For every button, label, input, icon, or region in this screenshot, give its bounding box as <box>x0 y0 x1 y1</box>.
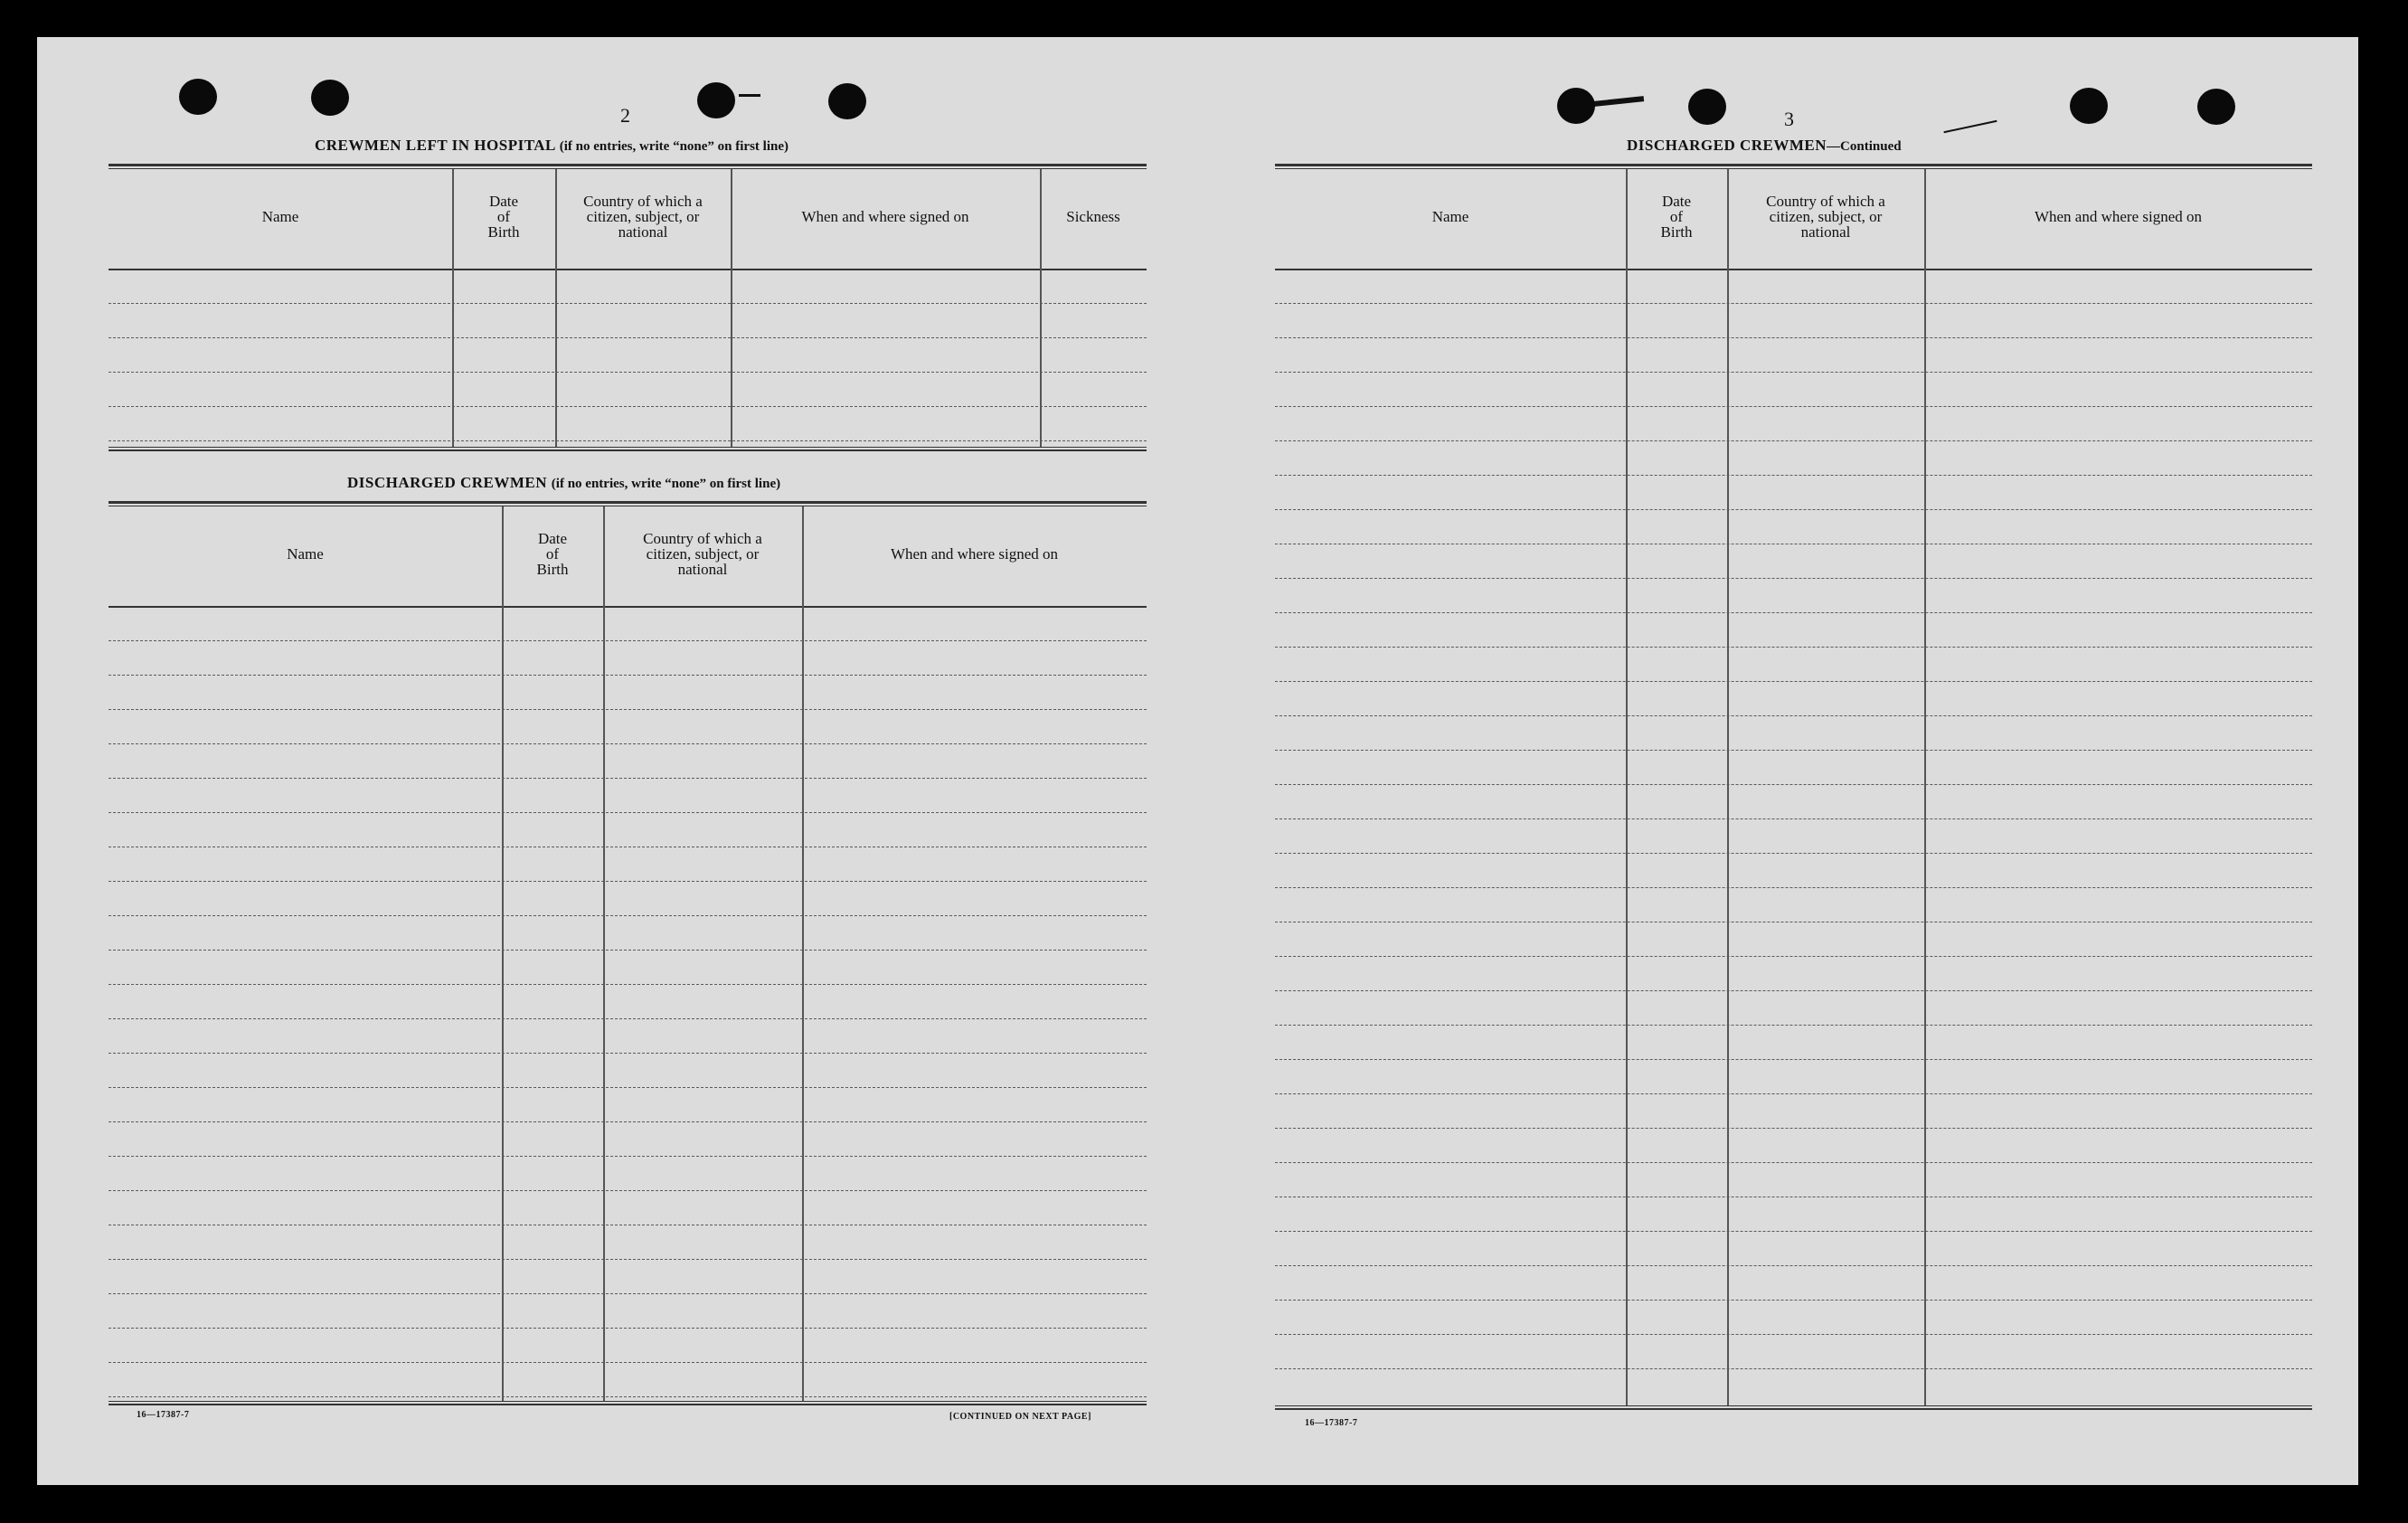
punch-hole-icon <box>2197 89 2235 125</box>
ink-mark <box>1943 120 1997 133</box>
column-header: Name <box>261 207 299 225</box>
table-row <box>109 950 1147 951</box>
table-row <box>109 709 1147 710</box>
table-row <box>1275 612 2312 613</box>
table-bottom-rule <box>109 447 1147 448</box>
table-row <box>1275 715 2312 716</box>
table-row <box>109 675 1147 676</box>
header-rule <box>109 606 1147 608</box>
table-bottom-rule <box>1275 1405 2312 1406</box>
table-row <box>109 372 1147 373</box>
punch-hole-icon <box>2070 88 2108 124</box>
punch-hole-icon <box>311 80 349 116</box>
table-row <box>109 337 1147 338</box>
table-row <box>109 1328 1147 1329</box>
table-row <box>1275 853 2312 854</box>
table-row <box>1275 1368 2312 1369</box>
table-row <box>1275 1059 2312 1060</box>
discharged-continued-table <box>1275 164 2312 1410</box>
discharged-title-text: DISCHARGED CREWMEN <box>347 474 548 491</box>
column-divider <box>1626 169 1628 1405</box>
form-sheet <box>37 37 2358 1485</box>
column-header: Country of which a citizen, subject, or national <box>1766 192 1885 241</box>
table-row <box>109 881 1147 882</box>
table-row <box>1275 372 2312 373</box>
ink-mark <box>739 94 760 97</box>
table-row <box>1275 1128 2312 1129</box>
table-bottom-rule <box>109 449 1147 451</box>
table-row <box>1275 818 2312 819</box>
table-row <box>109 440 1147 441</box>
table-row <box>1275 1231 2312 1232</box>
table-row <box>109 1121 1147 1122</box>
punch-hole-icon <box>1688 89 1726 125</box>
table-row <box>1275 440 2312 441</box>
table-row <box>109 915 1147 916</box>
table-row <box>1275 956 2312 957</box>
column-divider <box>1727 169 1729 1405</box>
table-row <box>109 1053 1147 1054</box>
table-row <box>1275 647 2312 648</box>
header-rule <box>109 269 1147 270</box>
table-row <box>1275 1025 2312 1026</box>
table-row <box>109 406 1147 407</box>
table-row <box>1275 1093 2312 1094</box>
table-row <box>1275 887 2312 888</box>
table-row <box>1275 990 2312 991</box>
table-row <box>1275 337 2312 338</box>
discharged-continued-text: DISCHARGED CREWMEN <box>1627 137 1827 154</box>
form-number: 16—17387-7 <box>137 1410 190 1420</box>
table-row <box>1275 1162 2312 1163</box>
table-row <box>109 1190 1147 1191</box>
hospital-instruction: (if no entries, write “none” on first line) <box>559 139 789 154</box>
continued-note: [CONTINUED ON NEXT PAGE] <box>949 1412 1091 1422</box>
table-row <box>1275 681 2312 682</box>
table-row <box>109 1156 1147 1157</box>
punch-hole-icon <box>828 83 866 119</box>
table-row <box>109 303 1147 304</box>
table-bottom-rule <box>1275 1408 2312 1410</box>
table-row <box>109 812 1147 813</box>
column-divider <box>1924 169 1926 1405</box>
column-header: Name <box>1431 207 1469 225</box>
page-number: 2 <box>620 104 630 127</box>
table-row <box>1275 784 2312 785</box>
column-header: When and where signed on <box>801 207 969 225</box>
column-header: Date of Birth <box>487 192 520 241</box>
ink-mark <box>1594 96 1644 107</box>
table-row <box>109 778 1147 779</box>
column-header: Date of Birth <box>1660 192 1693 241</box>
table-bottom-rule <box>109 1401 1147 1402</box>
table-row <box>1275 1300 2312 1301</box>
discharged-continued-title <box>1627 137 1902 155</box>
table-row <box>1275 1334 2312 1335</box>
discharged-instruction: (if no entries, write “none” on first line) <box>551 477 781 491</box>
header-rule <box>1275 269 2312 270</box>
table-row <box>109 1396 1147 1397</box>
table-row <box>1275 1265 2312 1266</box>
table-row <box>109 743 1147 744</box>
column-header: Name <box>287 544 324 563</box>
hospital-table <box>109 164 1147 451</box>
table-row <box>109 1293 1147 1294</box>
discharged-table <box>109 501 1147 1405</box>
column-header: Date of Birth <box>536 529 569 578</box>
column-header: Sickness <box>1066 207 1120 225</box>
table-row <box>1275 303 2312 304</box>
form-number: 16—17387-7 <box>1305 1418 1358 1428</box>
hospital-section-title <box>315 137 789 155</box>
table-row <box>109 984 1147 985</box>
column-header: When and where signed on <box>2034 207 2203 225</box>
table-row <box>1275 509 2312 510</box>
table-row <box>109 1259 1147 1260</box>
discharged-section-title <box>347 474 780 492</box>
punch-hole-icon <box>1557 88 1595 124</box>
table-row <box>109 1087 1147 1088</box>
table-row <box>1275 750 2312 751</box>
punch-hole-icon <box>179 79 217 115</box>
column-header: Country of which a citizen, subject, or national <box>643 529 762 578</box>
table-row <box>109 1018 1147 1019</box>
table-row <box>1275 475 2312 476</box>
punch-hole-icon <box>697 82 735 118</box>
table-bottom-rule <box>109 1404 1147 1405</box>
page-number: 3 <box>1784 108 1794 130</box>
table-row <box>1275 578 2312 579</box>
table-row <box>109 640 1147 641</box>
continued-suffix: —Continued <box>1827 139 1902 154</box>
table-row <box>1275 406 2312 407</box>
table-row <box>109 1362 1147 1363</box>
column-header: When and where signed on <box>890 544 1059 563</box>
hospital-title-text: CREWMEN LEFT IN HOSPITAL <box>315 137 555 154</box>
column-header: Country of which a citizen, subject, or national <box>583 192 703 241</box>
